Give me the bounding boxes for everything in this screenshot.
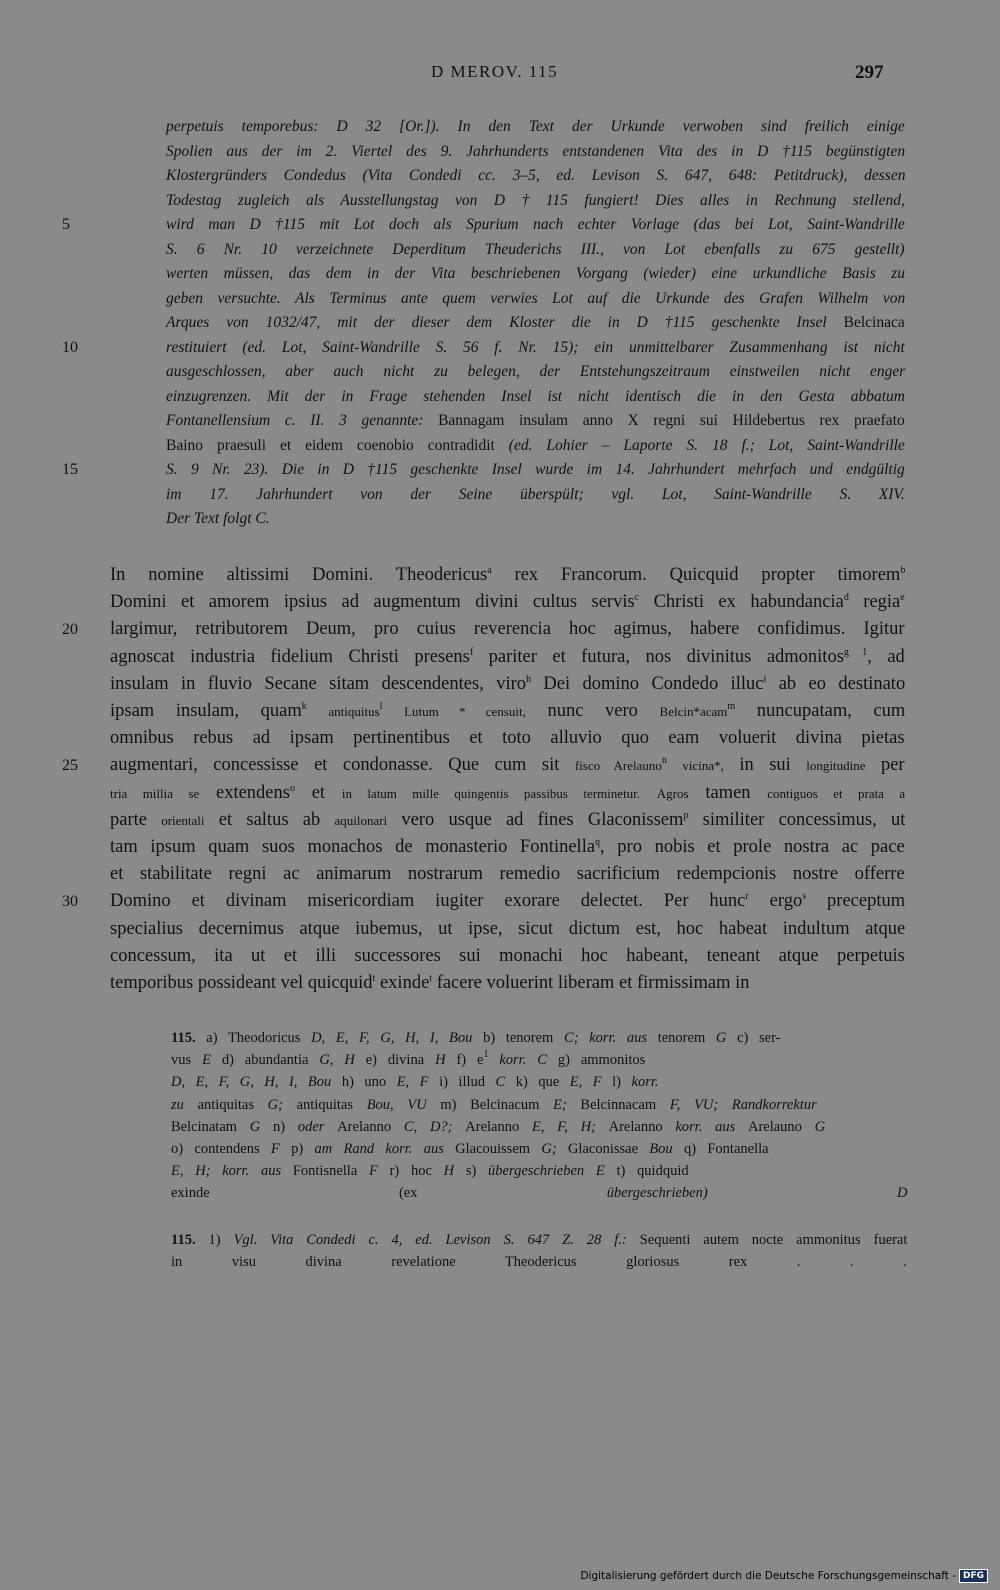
footnote-marker: c	[634, 592, 640, 604]
text-run: oder	[297, 1118, 338, 1135]
footnote-marker: q	[595, 837, 601, 848]
text-run: F	[270, 1141, 280, 1157]
text-run: G	[715, 1030, 727, 1046]
text-run: tam ipsum quam suos monachos de monasterio Fontinella	[110, 837, 596, 857]
text-run: l)	[601, 1074, 632, 1091]
text-run: largimur, retributorem Deum, pro cuius reverencia hoc agimus, habere confidimus. Igitur	[110, 619, 905, 640]
line-number: 20	[62, 621, 78, 639]
footnote-marker: f	[469, 646, 474, 658]
text-run: G;	[541, 1141, 568, 1157]
fn-line	[171, 1030, 780, 1047]
intro-line	[166, 339, 905, 357]
text-run: fisco Arelauno	[574, 758, 662, 774]
text-run: E	[202, 1052, 211, 1069]
text-run: omnibus rebus ad ipsam pertinentibus et toto alluvio quo eam voluerit divina pietas	[110, 728, 905, 749]
text-run: exinde (ex	[171, 1185, 607, 1202]
text-run: , pro nobis et prole nostra ac pace	[600, 837, 905, 857]
main-line	[110, 946, 905, 967]
footnote-marker: b	[900, 565, 906, 576]
text-run: antiquitus	[328, 704, 380, 719]
text-run: H	[435, 1052, 446, 1069]
text-run: o) contendens	[171, 1141, 271, 1157]
footnote-marker: t	[372, 973, 376, 984]
text-run: perpetuis temporebus: D 32 [Or.]). In den Text der Urkunde verwoben sind freilich einige	[166, 118, 905, 135]
intro-line	[166, 241, 905, 259]
text-run: korr. C	[488, 1052, 547, 1069]
text-run: in sui	[723, 755, 807, 776]
text-run: Belcinatam	[171, 1118, 250, 1135]
text-run: C; korr. aus	[564, 1030, 658, 1046]
text-run: antiquitas	[197, 1096, 268, 1113]
fn-line	[171, 1049, 646, 1069]
footnote-marker: d	[843, 592, 849, 604]
text-run: Baino praesuli et eidem coenobio contradidit	[166, 436, 509, 454]
intro-line	[166, 412, 905, 430]
intro-line	[166, 510, 270, 528]
intro-line	[166, 265, 905, 283]
text-run: i) illud	[428, 1074, 496, 1091]
fn-line	[171, 1254, 907, 1271]
dfg-logo: DFG	[959, 1569, 988, 1583]
text-run: im 17. Jahrhundert von der Seine überspült; vgl. Lot, Saint-Wandrille S. XIV.	[166, 485, 905, 503]
text-run: Lutum * censuit,	[404, 704, 526, 719]
text-run: D, E, F, G, H, I, Bou	[311, 1030, 473, 1046]
fn-line	[171, 1074, 659, 1091]
text-run: nuncupatam, cum	[735, 701, 906, 721]
text-run: 115.	[171, 1232, 196, 1248]
text-run	[307, 701, 329, 721]
text-run: in visu divina revelatione Theodericus gloriosus rex . . .	[171, 1254, 907, 1270]
text-run: q) Fontanella	[672, 1141, 769, 1157]
text-run: Dei domino Condedo illuc	[531, 673, 764, 694]
fn-line	[171, 1119, 825, 1136]
text-run: 115.	[171, 1030, 196, 1046]
text-run: m) Belcinacum	[426, 1096, 554, 1113]
text-run: a) Theodoricus	[195, 1030, 312, 1046]
intro-line	[166, 143, 905, 161]
footnote-marker: s	[802, 891, 807, 903]
text-run: rex Francorum. Quicquid propter timorem	[491, 565, 901, 585]
main-line	[110, 810, 905, 831]
text-run: Arelanno	[337, 1118, 404, 1135]
line-number: 25	[62, 757, 78, 775]
text-run: Fontanellensium c. II. 3 genannte:	[166, 412, 439, 429]
text-run: k) que	[505, 1074, 570, 1091]
text-run: Fontisnella	[292, 1163, 369, 1180]
text-run: h) uno	[331, 1074, 397, 1091]
text-run: Bou, VU	[366, 1096, 427, 1113]
fn-line	[171, 1097, 817, 1114]
text-run: am Rand korr. aus	[314, 1141, 456, 1157]
main-line	[110, 701, 905, 722]
text-run: Glaconissae	[567, 1141, 650, 1157]
text-run: werten müssen, das dem in der Vita beschriebenen Vorgang (wieder) eine urkundliche Basis zu	[166, 265, 906, 282]
text-run: Christi ex habundancia	[639, 592, 844, 613]
main-line	[110, 973, 750, 994]
text-run: agnoscat industria fidelium Christi presens	[110, 646, 470, 667]
line-number: 10	[62, 338, 78, 356]
text-run: longitudine	[806, 758, 866, 774]
page-number: 297	[855, 62, 884, 83]
text-run: S. 9 Nr. 23). Die in D †115 geschenkte Insel wurde im 14. Jahrhundert mehrfach und endgültig	[166, 461, 905, 478]
footnote-marker: g 1	[843, 646, 868, 658]
intro-line	[166, 388, 905, 406]
intro-line	[166, 363, 905, 381]
text-run: aquilonari	[334, 812, 388, 828]
text-run: Arelanno	[465, 1118, 532, 1135]
footnote-marker: i	[763, 673, 767, 685]
footer-credit: Digitalisierung gefördert durch die Deutsche Forschungsgemeinschaft -	[580, 1570, 956, 1582]
text-run: (ed. Lohier – Laporte S. 18 f.; Lot, Saint-Wandrille	[508, 436, 905, 454]
intro-line	[166, 192, 905, 210]
text-run: c) ser-	[726, 1030, 781, 1046]
text-run: et	[294, 782, 342, 803]
main-line	[110, 619, 905, 640]
fn-line	[171, 1185, 907, 1202]
text-run: ab eo destinato	[766, 673, 906, 694]
text-run: g) ammonitos	[546, 1052, 646, 1069]
intro-line	[166, 216, 905, 234]
text-run: d) abundantia	[210, 1052, 320, 1069]
text-run: Vgl. Vita Condedi c. 4, ed. Levison S. 647 Z. 28 f.:	[233, 1232, 640, 1248]
text-run: Bannagam insulam anno X regni sui Hildebertus rex praefato	[438, 412, 905, 429]
text-run: G	[249, 1118, 261, 1135]
text-run: wird man D †115 mit Lot doch als Spurium nach echter Vorlage (das bei Lot, Saint-Wandrille	[166, 216, 905, 233]
footnote-marker: e	[900, 592, 905, 604]
text-run: G	[814, 1118, 826, 1135]
fn-line	[171, 1141, 769, 1158]
text-run: geben versuchte. Als Terminus ante quem verwies Lot auf die Urkunde des Grafen Wilhelm von	[166, 289, 906, 307]
text-run: H	[443, 1163, 455, 1180]
text-run: Arelauno	[747, 1118, 815, 1135]
text-run: Belcin*acam	[659, 704, 728, 719]
text-run: F, VU; Randkorrektur	[669, 1096, 817, 1113]
text-run: ab	[302, 809, 335, 830]
text-run: E;	[553, 1096, 581, 1113]
text-run: nunc vero	[525, 701, 660, 721]
intro-line	[166, 486, 905, 504]
text-run: ausgeschlossen, aber auch nicht zu belegen, der Entstehungszeitraum einstweilen nicht enger	[166, 363, 906, 380]
text-run: orientali	[161, 812, 205, 828]
text-run: D, E, F, G, H, I, Bou	[171, 1074, 332, 1091]
text-run: C, D?;	[403, 1118, 466, 1135]
line-number: 30	[62, 893, 78, 911]
main-line	[110, 837, 905, 858]
text-run: facere voluerint liberam et firmissimam in	[432, 973, 750, 993]
text-run: Domino et divinam misericordiam iugiter exorare delectet. Per hunc	[110, 891, 746, 912]
text-run: exinde	[375, 973, 430, 993]
main-line	[110, 647, 905, 668]
text-run: tenorem	[657, 1030, 716, 1046]
text-run: Todestag zugleich als Ausstellungstag von D † 115 fungiert! Dies alles in Rechnung stellend,	[166, 191, 905, 209]
text-run: temporibus possideant vel quicquid	[110, 973, 373, 993]
text-run: concessum, ita ut et illi successores sui monachi hoc habeant, teneant atque perpetuis	[110, 945, 905, 966]
intro-line	[166, 461, 905, 479]
text-run: vicina*,	[682, 758, 724, 774]
text-run: t) quidquid	[604, 1163, 689, 1180]
footer	[580, 1569, 988, 1583]
footnote-marker: a	[487, 565, 492, 576]
text-run: G;	[267, 1096, 297, 1113]
text-run: E, H; korr. aus	[171, 1163, 293, 1180]
footnote-marker: t	[429, 973, 433, 984]
text-run: insulam in fluvio Secane sitam descendentes, viro	[110, 673, 527, 694]
text-run: 1)	[195, 1232, 234, 1248]
text-run: pariter et futura, nos divinitus admonitos	[473, 646, 844, 667]
footnote-marker: n	[661, 755, 667, 767]
text-run: C	[495, 1074, 506, 1091]
text-run: e) divina	[354, 1052, 436, 1069]
text-run: E, F	[569, 1074, 602, 1091]
text-run: tamen	[688, 782, 768, 803]
text-run: Belcinaca	[843, 314, 905, 331]
text-run: parte	[110, 809, 162, 830]
intro-line	[166, 167, 905, 185]
intro-line	[166, 314, 905, 332]
text-run: Domini et amorem ipsius ad augmentum divini cultus servis	[110, 592, 635, 613]
text-run: Sequenti autem nocte ammonitus fuerat	[639, 1232, 908, 1248]
text-run	[379, 701, 404, 721]
text-run: Agros	[656, 785, 689, 801]
line-number: 5	[62, 216, 70, 233]
main-line	[110, 891, 905, 912]
text-run: Klostergründers Condedus (Vita Condedi cc. 3–5, ed. Levison S. 647, 648: Petitdruck), dessen	[166, 167, 906, 184]
text-run: korr. aus	[675, 1118, 748, 1135]
text-run: E, F	[396, 1074, 429, 1091]
text-run: regia	[848, 592, 901, 613]
text-run: , ad	[867, 646, 905, 667]
text-run: ipsam insulam, quam	[110, 701, 302, 721]
text-run: vus	[171, 1052, 203, 1069]
footnote-marker: o	[289, 782, 295, 794]
text-run: n)	[260, 1118, 298, 1135]
text-run: r) hoc	[377, 1163, 444, 1180]
main-line	[110, 864, 905, 885]
footnote-marker: r	[745, 891, 749, 903]
footnote-marker: h	[526, 673, 532, 685]
text-run: Arelanno	[608, 1118, 676, 1135]
fn-line	[171, 1232, 907, 1249]
text-run: Spolien aus der im 2. Viertel des 9. Jahrhunderts entstandenen Vita des in D †115 begünstigten	[166, 142, 906, 160]
text-run: et stabilitate regni ac animarum nostrarum remedio sacrificium redempcionis nostre offerre	[110, 864, 905, 885]
text-run: per	[865, 755, 905, 776]
text-run: vero usque ad fines Glaconissem	[387, 809, 684, 830]
footnote-marker: p	[683, 809, 689, 821]
text-run: f) e	[445, 1052, 484, 1069]
text-run: augmentari, concessisse et condonasse. Que cum sit	[110, 755, 575, 776]
text-run: ergo	[748, 891, 803, 912]
text-run: s)	[454, 1163, 489, 1180]
text-run: Arques von 1032/47, mit der dieser dem Kloster die in D †115 geschenkte Insel	[166, 314, 844, 331]
text-run: b) tenorem	[472, 1030, 565, 1046]
text-run: übergeschrieben) D	[606, 1185, 908, 1202]
text-run: S. 6 Nr. 10 verzeichnete Deperditum Theuderichs III., von Lot ebenfalls zu 675 gestellt)	[166, 240, 905, 258]
text-run: G, H	[319, 1052, 355, 1069]
text-run: In nomine altissimi Domini. Theodericus	[110, 565, 488, 585]
text-run: übergeschrieben E	[488, 1163, 605, 1180]
line-number: 15	[62, 461, 78, 478]
text-run: Glacouissem	[455, 1141, 542, 1157]
text-run: Der Text folgt C.	[166, 510, 270, 527]
footnote-marker: k	[301, 701, 307, 712]
intro-line	[166, 118, 905, 136]
footnote-marker: l	[379, 701, 383, 712]
text-run: preceptum	[806, 891, 906, 912]
main-line	[110, 919, 905, 940]
text-run: similiter concessimus, ut	[688, 809, 906, 830]
text-run: E, F, H;	[531, 1118, 609, 1135]
text-run: Bou	[649, 1141, 673, 1157]
main-line	[110, 592, 905, 613]
footnote-marker: 1	[483, 1049, 489, 1061]
text-run: korr.	[631, 1074, 659, 1091]
text-run: p)	[279, 1141, 315, 1157]
text-run: contiguos et prata a	[767, 785, 906, 801]
main-line	[110, 755, 905, 776]
text-run	[640, 783, 657, 803]
text-run: in latum mille quingentis passibus terminetur.	[341, 785, 641, 801]
text-run: zu	[171, 1096, 198, 1113]
intro-line	[166, 290, 905, 308]
text-run: antiquitas	[296, 1096, 367, 1113]
text-run: einzugrenzen. Mit der in Frage stehenden Insel ist nicht identisch die in den Gesta abbatum	[166, 387, 905, 405]
intro-line	[166, 437, 905, 455]
text-run: F	[369, 1163, 378, 1180]
footnote-marker: m	[727, 701, 736, 712]
main-line	[110, 783, 905, 804]
text-run: extendens	[199, 782, 290, 803]
text-run: Belcinnacam	[580, 1096, 670, 1113]
fn-line	[171, 1163, 689, 1180]
text-run: et saltus	[204, 809, 303, 830]
main-line	[110, 728, 905, 749]
text-run: tria millia se	[110, 785, 200, 801]
text-run: specialius decernimus atque iubemus, ut ipse, sicut dictum est, hoc habeat indultum atque	[110, 918, 906, 939]
running-title: D MEROV. 115	[431, 62, 559, 81]
main-line	[110, 565, 905, 586]
text-run	[667, 755, 682, 775]
text-run: restituiert (ed. Lot, Saint-Wandrille S. 56 f. Nr. 15); ein unmittelbarer Zusammenhang ist nicht	[166, 338, 905, 356]
main-line	[110, 674, 905, 695]
